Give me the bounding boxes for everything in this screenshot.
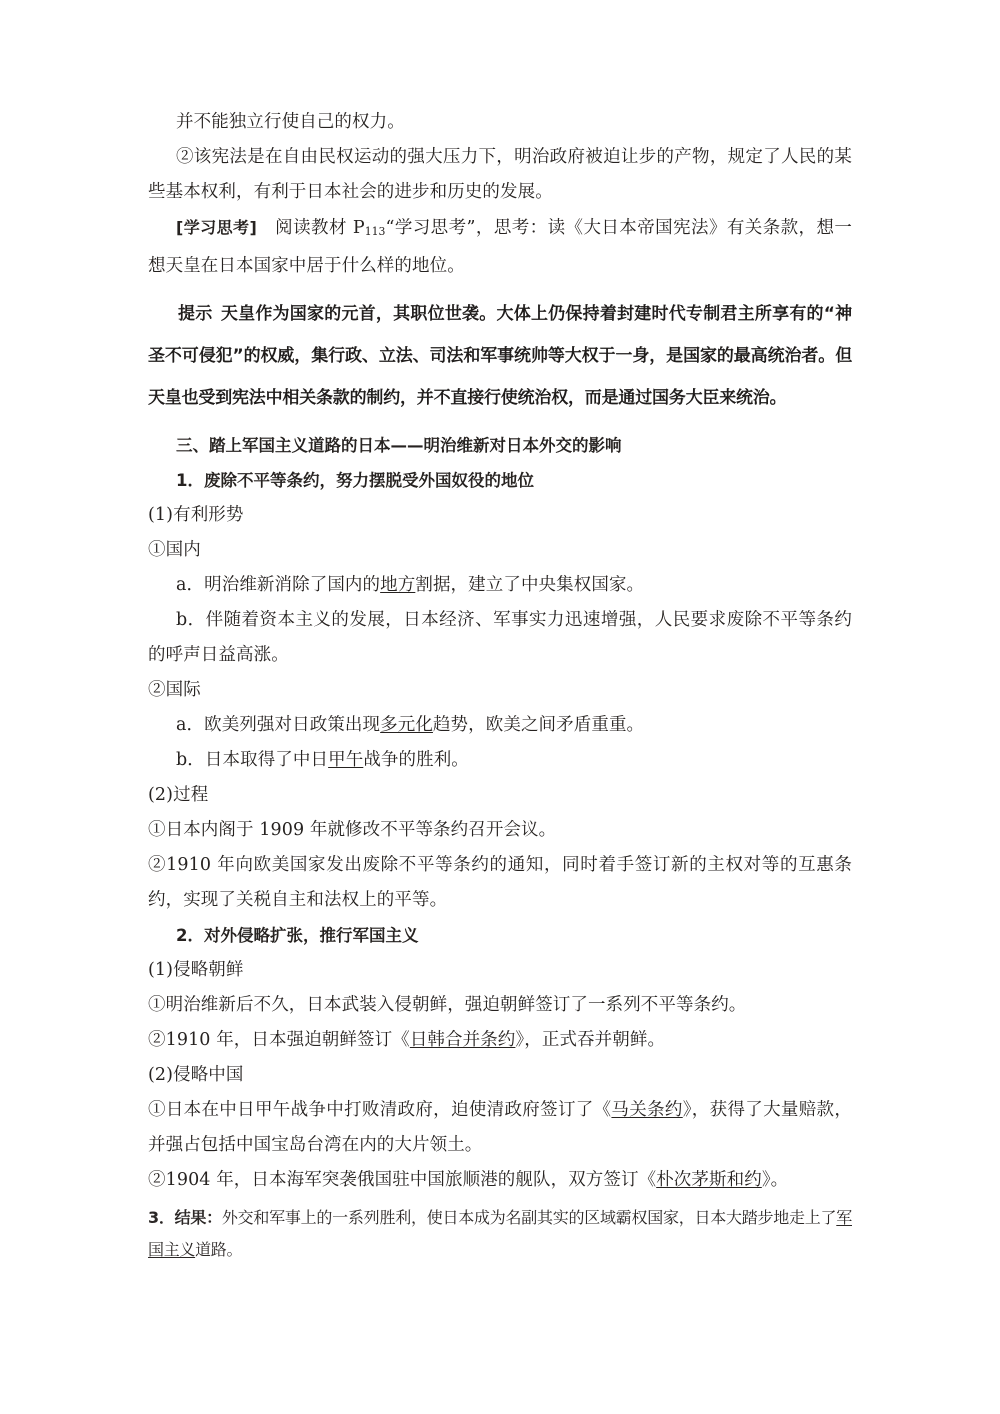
block-spacer (148, 284, 852, 293)
study-thinking-text-post: “学习思考”，思考：读《大日本帝国宪法》有关条款，想一想天皇在日本国家中居于什么样的地位。 (148, 218, 852, 276)
item-text-post: 割据，建立了中央集权国家。 (415, 574, 645, 595)
item-process-1 (148, 813, 852, 848)
hint-answer-paragraph (148, 293, 852, 419)
item-text-post: 》。 (761, 1169, 789, 1190)
item-text-pre: b．日本取得了中日 (176, 749, 329, 770)
result-label: 3．结果： (148, 1207, 222, 1227)
item-text-post: 战争的胜利。 (363, 749, 469, 770)
item-2-process (148, 778, 852, 813)
item-international-a (148, 708, 852, 743)
item-process-2 (148, 848, 852, 918)
hint-label: 提示 (178, 303, 213, 324)
underlined-term-difang: 地方 (380, 574, 416, 595)
item-text-pre: ②1910 年，日本强迫朝鲜签订《 (148, 1029, 410, 1050)
underlined-term-junguozhuyi: 军国主义 (148, 1207, 852, 1259)
section-heading-3 (148, 428, 852, 463)
item-international-b (148, 743, 852, 778)
item-text-post: 》，正式吞并朝鲜。 (515, 1029, 666, 1050)
result-paragraph (148, 1202, 852, 1266)
paragraph-continuation (148, 105, 852, 140)
underlined-treaty-shimonoseki: 马关条约 (611, 1099, 683, 1120)
underlined-term-duoyuanhua: 多元化 (380, 714, 433, 735)
item-text: ②国际 (148, 679, 201, 700)
item-text-pre: a．明治维新消除了国内的 (176, 574, 381, 595)
item-text: (1)有利形势 (148, 504, 244, 525)
item-domestic-a (148, 568, 852, 603)
item-text-pre: ①日本在中日甲午战争中打败清政府，迫使清政府签订了《 (148, 1099, 612, 1120)
item-text: (2)侵略中国 (148, 1064, 244, 1085)
study-thinking-label: [学习思考] (176, 218, 257, 237)
subsection-heading-1 (148, 463, 852, 498)
item-text: ①明治维新后不久，日本武装入侵朝鲜，强迫朝鲜签订了一系列不平等条约。 (148, 994, 747, 1015)
item-text-post: 》，获得了大量赔款，并强占包括中国宝岛台湾在内的大片领土。 (148, 1099, 852, 1155)
item-text-pre: a．欧美列强对日政策出现 (176, 714, 381, 735)
item-text: b．伴随着资本主义的发展，日本经济、军事实力迅速增强，人民要求废除不平等条约的呼声日益高涨。 (148, 609, 852, 665)
item-text: ①日本内阁于 1909 年就修改不平等条约召开会议。 (148, 819, 557, 840)
item-china-2 (148, 1163, 852, 1198)
subsection-heading-text: 2．对外侵略扩张，推行军国主义 (176, 925, 419, 945)
hint-text: 天皇作为国家的元首，其职位世袭。大体上仍保持着封建时代专制君主所享有的“神圣不可侵犯”的权威，集行政、立法、司法和军事统帅等大权于一身，是国家的最高统治者。但天皇也受到宪法中相关条款的制约，并不直接行使统治权，而是通过国务大臣来统治。 (148, 303, 852, 408)
block-spacer (148, 419, 852, 428)
study-thinking-text-pre: 阅读教材 P (274, 218, 365, 238)
subsection-heading-2 (148, 918, 852, 953)
item-1-favorable-situation (148, 498, 852, 533)
item-korea-1 (148, 988, 852, 1023)
item-text: ①国内 (148, 539, 201, 560)
result-text-pre: 外交和军事上的一系列胜利，使日本成为名副其实的区域霸权国家，日本大踏步地走上了 (221, 1207, 837, 1227)
section-heading-text: 三、踏上军国主义道路的日本——明治维新对日本外交的影响 (176, 435, 622, 455)
item-text: ②1910 年向欧美国家发出废除不平等条约的通知，同时着手签订新的主权对等的互惠条约，实现了关税自主和法权上的平等。 (148, 854, 852, 910)
item-text: (1)侵略朝鲜 (148, 959, 244, 980)
result-text-post: 道路。 (195, 1239, 243, 1259)
item-text-post: 趋势，欧美之间矛盾重重。 (432, 714, 645, 735)
item-china-1 (148, 1093, 852, 1163)
underlined-treaty-japan-korea-annexation: 日韩合并条约 (409, 1029, 516, 1050)
item-1-invade-korea (148, 953, 852, 988)
item-text: (2)过程 (148, 784, 209, 805)
item-domestic (148, 533, 852, 568)
item-2-invade-china (148, 1058, 852, 1093)
paragraph-text: 并不能独立行使自己的权力。 (176, 112, 405, 132)
document-body (148, 105, 852, 1266)
paragraph-text: ②该宪法是在自由民权运动的强大压力下，明治政府被迫让步的产物，规定了人民的某些基本权利，有利于日本社会的进步和历史的发展。 (148, 147, 852, 202)
underlined-treaty-portsmouth: 朴次茅斯和约 (656, 1169, 762, 1190)
study-thinking-paragraph (148, 210, 852, 284)
item-text-pre: ②1904 年，日本海军突袭俄国驻中国旅顺港的舰队，双方签订《 (148, 1169, 657, 1190)
item-domestic-b (148, 603, 852, 673)
subsection-heading-text: 1．废除不平等条约，努力摆脱受外国奴役的地位 (176, 470, 534, 490)
page-number-subscript: 113 (364, 224, 386, 238)
underlined-term-jiawu: 甲午 (328, 749, 364, 770)
paragraph-item-2 (148, 140, 852, 210)
item-korea-2 (148, 1023, 852, 1058)
item-international (148, 673, 852, 708)
